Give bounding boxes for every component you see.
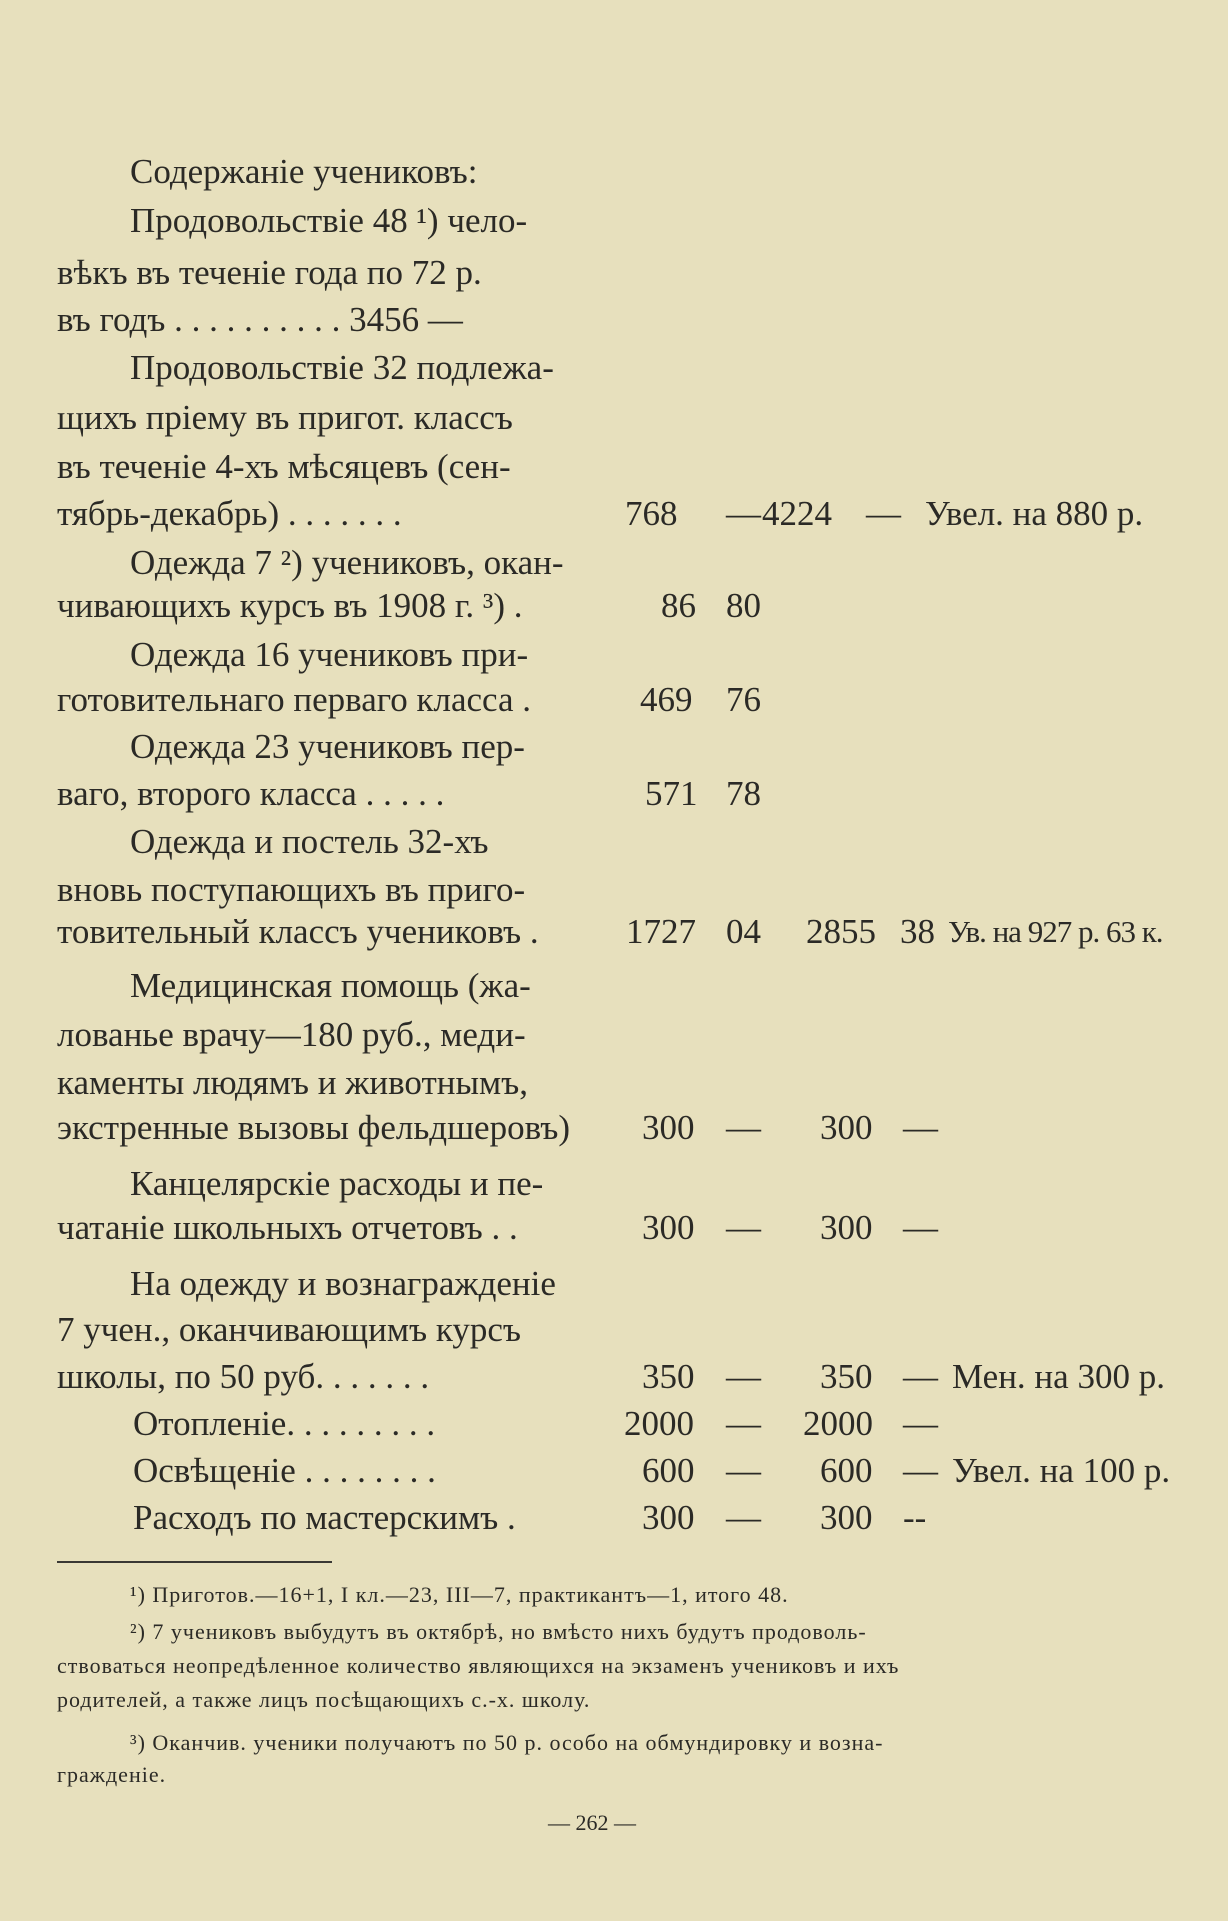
item-5-line-1: вновь поступающихъ въ приго- [57,870,526,909]
page-number: — 262 — [548,1810,636,1835]
item-5-amount-rub: 1727 [626,912,696,951]
item-9-amount-rub: 2000 [624,1404,694,1443]
item-2-amount-rub: 86 [661,586,696,625]
footnote-2-line-0: ²) 7 учениковъ выбудутъ въ октябрѣ, но вмѣсто нихъ будутъ продоволь- [130,1619,867,1644]
item-1-amount-rub: 768 [625,494,678,533]
item-1-amount-kop: — [726,494,761,533]
item-3-amount-kop: 76 [726,680,761,719]
item-8-amount-kop: — [726,1357,761,1396]
section-heading: Содержаніе учениковъ: [130,152,478,191]
item-9-amount-kop: — [726,1404,761,1443]
item-8-total-rub: 350 [820,1357,873,1396]
item-6-amount-kop: — [726,1108,761,1147]
item-1-line-1: щихъ пріему въ пригот. классъ [57,398,513,437]
item-10-note: Увел. на 100 р. [952,1451,1171,1490]
item-6-line-1: лованье врачу—180 руб., меди- [57,1015,526,1054]
item-7-line-0: Канцелярскіе расходы и пе- [130,1164,544,1203]
item-8-line-0: На одежду и вознагражденіе [130,1264,556,1303]
item-1-line-0: Продовольствіе 32 подлежа- [130,348,554,387]
footnote-3-line-0: ³) Оканчив. ученики получаютъ по 50 р. особо на обмундировку и возна- [130,1730,884,1755]
item-4-line-0: Одежда 23 учениковъ пер- [130,727,525,766]
item-6-line-3: экстренные вызовы фельдшеровъ) [57,1108,571,1147]
item-10-total-rub: 600 [820,1451,873,1490]
item-9-line-0: Отопленіе. . . . . . . . . [133,1404,436,1443]
footnote-1: ¹) Приготов.—16+1, I кл.—23, III—7, практикантъ—1, итого 48. [130,1582,789,1607]
item-9-total-kop: — [903,1404,938,1443]
item-5-total-rub: 2855 [806,912,876,951]
item-5-line-2: товительный классъ учениковъ . [57,912,539,951]
footnote-divider [57,1561,332,1563]
item-0-line-2: въ годъ . . . . . . . . . . 3456 — [57,300,463,339]
item-0-line-1: вѣкъ въ теченіе года по 72 р. [57,253,482,292]
item-1-total-kop: — [866,494,901,533]
item-10-amount-rub: 600 [642,1451,695,1490]
item-5-line-0: Одежда и постель 32-хъ [130,822,489,861]
item-8-note: Мен. на 300 р. [952,1357,1165,1396]
item-6-total-rub: 300 [820,1108,873,1147]
item-7-amount-rub: 300 [642,1208,695,1247]
item-0-line-0: Продовольствіе 48 ¹) чело- [130,201,528,240]
item-3-line-1: готовительнаго перваго класса . [57,680,532,719]
item-9-total-rub: 2000 [803,1404,873,1443]
item-6-amount-rub: 300 [642,1108,695,1147]
item-11-amount-kop: — [726,1498,761,1537]
item-10-line-0: Освѣщеніе . . . . . . . . [133,1451,436,1490]
item-8-total-kop: — [903,1357,938,1396]
item-3-amount-rub: 469 [640,680,693,719]
item-8-line-1: 7 учен., оканчивающимъ курсъ [57,1310,522,1349]
footnote-3-line-1: гражденіе. [57,1762,167,1787]
item-6-line-0: Медицинская помощь (жа- [130,966,531,1005]
item-1-line-3: тябрь-декабрь) . . . . . . . [57,494,402,533]
item-10-amount-kop: — [726,1451,761,1490]
item-7-total-kop: — [903,1208,938,1247]
item-1-total-rub: 4224 [762,494,832,533]
item-4-amount-kop: 78 [726,774,761,813]
item-5-total-kop: 38 [900,912,935,951]
item-6-total-kop: — [903,1108,938,1147]
item-11-amount-rub: 300 [642,1498,695,1537]
item-11-total-kop: -- [903,1498,927,1537]
item-3-line-0: Одежда 16 учениковъ при- [130,635,529,674]
item-7-amount-kop: — [726,1208,761,1247]
item-11-line-0: Расходъ по мастерскимъ . [133,1498,516,1537]
item-7-total-rub: 300 [820,1208,873,1247]
item-2-amount-kop: 80 [726,586,761,625]
item-5-amount-kop: 04 [726,912,761,951]
item-1-line-2: въ теченіе 4-хъ мѣсяцевъ (сен- [57,447,511,486]
item-4-amount-rub: 571 [645,774,698,813]
item-2-line-0: Одежда 7 ²) учениковъ, окан- [130,543,564,582]
item-10-total-kop: — [903,1451,938,1490]
item-4-line-1: ваго, второго класса . . . . . [57,774,445,813]
footnote-2-line-1: ствоваться неопредѣленное количество являющихся на экзаменъ учениковъ и ихъ [57,1653,900,1678]
item-8-amount-rub: 350 [642,1357,695,1396]
item-6-line-2: каменты людямъ и животнымъ, [57,1063,528,1102]
item-2-line-1: чивающихъ курсъ въ 1908 г. ³) . [57,586,523,625]
item-1-note: Увел. на 880 р. [925,494,1144,533]
footnote-2-line-2: родителей, а также лицъ посѣщающихъ с.-х. школу. [57,1687,591,1712]
item-5-note: Ув. на 927 р. 63 к. [948,914,1163,949]
item-7-line-1: чатаніе школьныхъ отчетовъ . . [57,1208,518,1247]
item-11-total-rub: 300 [820,1498,873,1537]
item-8-line-2: школы, по 50 руб. . . . . . . [57,1357,430,1396]
